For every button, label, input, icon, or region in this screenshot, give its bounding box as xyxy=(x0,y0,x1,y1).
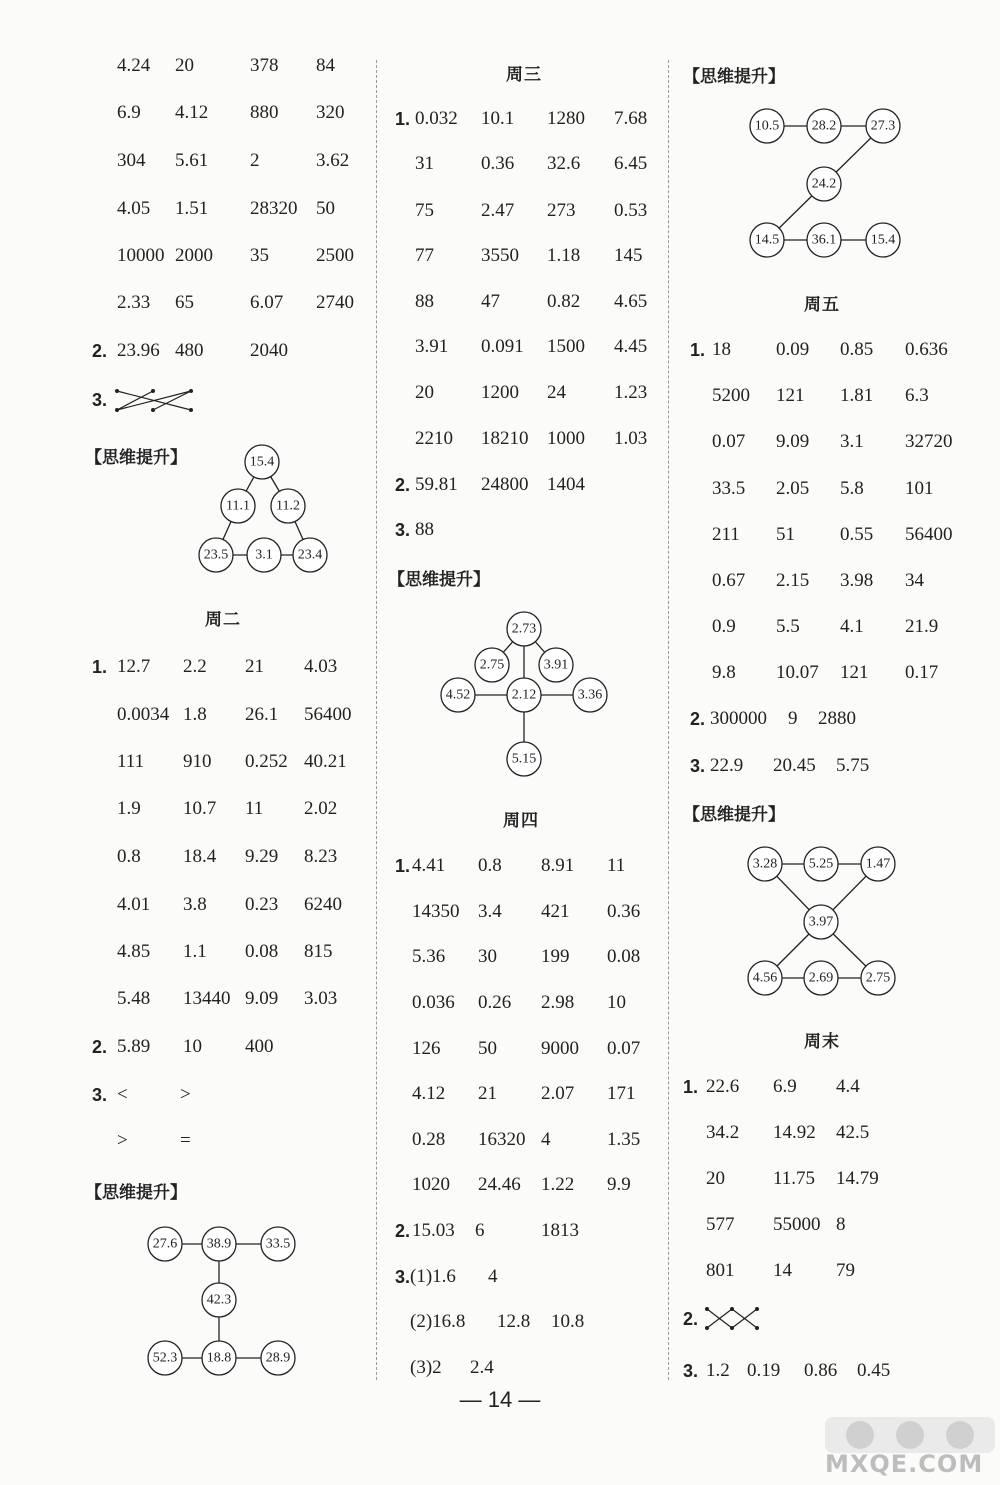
node-value: 27.3 xyxy=(870,118,896,134)
answer-value: 0.86 xyxy=(804,1360,838,1381)
answer-value: 5200 xyxy=(712,385,750,406)
answer-value: 4.45 xyxy=(614,336,648,357)
answer-value: 1.9 xyxy=(117,798,141,819)
answer-value: 1813 xyxy=(541,1220,579,1241)
answer-value: 88 xyxy=(415,291,434,312)
node-value: 15.4 xyxy=(870,232,896,248)
answer-value: 1020 xyxy=(412,1174,450,1195)
h-shaped-diagram xyxy=(140,1225,310,1385)
question-number: 1. xyxy=(395,109,411,129)
heading-week5: 周五 xyxy=(804,295,840,315)
answer-value: 6.3 xyxy=(905,385,929,406)
answer-value: 11.75 xyxy=(773,1168,816,1189)
matching-lines-icon xyxy=(705,1306,761,1332)
answer-value: 1.81 xyxy=(840,385,874,406)
answer-value: 23.96 xyxy=(117,340,160,361)
answer-value: = xyxy=(180,1130,191,1151)
question-number: 2. xyxy=(92,1037,108,1057)
answer-value: 0.0034 xyxy=(117,704,170,725)
node-value: 11.1 xyxy=(226,498,250,514)
node-value: 23.4 xyxy=(297,547,323,563)
answer-value: 1500 xyxy=(547,336,585,357)
answer-value: 0.09 xyxy=(776,339,810,360)
answer-value: 3550 xyxy=(481,245,519,266)
answer-value: 1.8 xyxy=(183,704,207,725)
page-number: — 14 — xyxy=(459,1387,541,1412)
node-value: 2.73 xyxy=(511,621,537,637)
answer-value: 7.68 xyxy=(614,108,648,129)
answer-value: 32.6 xyxy=(547,153,581,174)
answer-value: 20 xyxy=(706,1168,725,1189)
answer-value: 2.47 xyxy=(481,200,515,221)
node-value: 15.4 xyxy=(249,454,275,470)
answer-value: 56400 xyxy=(905,524,953,545)
answer-value: 0.53 xyxy=(614,200,648,221)
node-value: 2.75 xyxy=(865,970,891,986)
watermark-text: MXQE.COM xyxy=(825,1450,984,1478)
x-shaped-diagram xyxy=(740,843,920,998)
answer-value: 0.636 xyxy=(905,339,948,360)
answer-value: 3.62 xyxy=(316,150,350,171)
question-number: 3. xyxy=(395,520,411,540)
answer-value: 50 xyxy=(478,1038,497,1059)
answer-value: 815 xyxy=(304,941,333,962)
answer-value: 171 xyxy=(607,1083,636,1104)
answer-value: 2.98 xyxy=(541,992,575,1013)
answer-value: 0.8 xyxy=(117,846,141,867)
answer-value: 4 xyxy=(541,1129,551,1150)
answer-value: 4.12 xyxy=(412,1083,446,1104)
answer-value: 12.8 xyxy=(497,1311,531,1332)
answer-value: 10.07 xyxy=(776,662,819,683)
answer-value: 5.89 xyxy=(117,1036,151,1057)
answer-value: 9.09 xyxy=(245,988,279,1009)
answer-value: 0.82 xyxy=(547,291,581,312)
answer-value: 26.1 xyxy=(245,704,279,725)
answer-value: 4.41 xyxy=(412,855,446,876)
answer-value: 9.9 xyxy=(607,1174,631,1195)
answer-value: 2880 xyxy=(818,708,856,729)
question-number: 1. xyxy=(92,657,108,677)
question-number: 3. xyxy=(683,1361,699,1381)
node-value: 2.75 xyxy=(479,657,505,673)
answer-value: 42.5 xyxy=(836,1122,870,1143)
answer-value: 0.45 xyxy=(857,1360,891,1381)
answer-value: 2040 xyxy=(250,340,288,361)
heading-week2: 周二 xyxy=(205,610,241,630)
answer-value: 0.8 xyxy=(478,855,502,876)
answer-value: 5.5 xyxy=(776,616,800,637)
answer-value: 3.03 xyxy=(304,988,338,1009)
section-thinking-upgrade: 【思维提升】 xyxy=(388,570,490,590)
question-number: 2. xyxy=(395,475,411,495)
answer-value: 9 xyxy=(788,708,798,729)
answer-value: 5.8 xyxy=(840,478,864,499)
node-value: 3.36 xyxy=(577,687,603,703)
answer-value: 84 xyxy=(316,55,335,76)
answer-value: 111 xyxy=(117,751,145,772)
answer-value: 4.4 xyxy=(836,1076,860,1097)
answer-value: 11 xyxy=(607,855,626,876)
question-number: 1. xyxy=(395,856,411,876)
answer-value: 1.18 xyxy=(547,245,581,266)
answer-value: 320 xyxy=(316,102,345,123)
answer-value: 4.05 xyxy=(117,198,151,219)
node-value: 52.3 xyxy=(152,1350,178,1366)
answer-value: 2.2 xyxy=(183,656,207,677)
answer-value: 0.07 xyxy=(607,1038,641,1059)
section-thinking-upgrade: 【思维提升】 xyxy=(85,1183,187,1203)
answer-value: 0.19 xyxy=(747,1360,781,1381)
answer-value: 0.07 xyxy=(712,431,746,452)
answer-value: 4.12 xyxy=(175,102,209,123)
node-value: 5.25 xyxy=(808,856,834,872)
answer-value: 9000 xyxy=(541,1038,579,1059)
answer-value: 14.79 xyxy=(836,1168,879,1189)
answer-value: 22.9 xyxy=(710,755,744,776)
answer-value: 15.03 xyxy=(412,1220,455,1241)
question-number: 3. xyxy=(690,756,706,776)
answer-value: 0.26 xyxy=(478,992,512,1013)
section-thinking-upgrade: 【思维提升】 xyxy=(683,805,785,825)
heading-week4: 周四 xyxy=(503,811,539,831)
answer-value: 3.91 xyxy=(415,336,449,357)
answer-value: 77 xyxy=(415,245,434,266)
answer-value: 21 xyxy=(245,656,264,677)
answer-value: 2.4 xyxy=(470,1357,494,1378)
answer-value: 8 xyxy=(836,1214,846,1235)
node-value: 33.5 xyxy=(265,1236,291,1252)
answer-value: 8.91 xyxy=(541,855,575,876)
answer-value: 75 xyxy=(415,200,434,221)
answer-value: 5.36 xyxy=(412,946,446,967)
answer-value: 2000 xyxy=(175,245,213,266)
answer-value: 211 xyxy=(712,524,740,545)
answer-value: 10000 xyxy=(117,245,165,266)
answer-value: 6.9 xyxy=(117,102,141,123)
answer-value: 880 xyxy=(250,102,279,123)
answer-value: 0.17 xyxy=(905,662,939,683)
answer-value: 16320 xyxy=(478,1129,526,1150)
answer-value: 5.48 xyxy=(117,988,151,1009)
heading-weekend: 周末 xyxy=(804,1032,840,1052)
answer-value: 56400 xyxy=(304,704,352,725)
answer-value: 6240 xyxy=(304,894,342,915)
answer-value: 3.98 xyxy=(840,570,874,591)
answer-value: 4.24 xyxy=(117,55,151,76)
section-thinking-upgrade: 【思维提升】 xyxy=(683,67,785,87)
answer-value: 18 xyxy=(712,339,731,360)
node-value: 28.9 xyxy=(265,1350,291,1366)
node-value: 3.91 xyxy=(543,657,569,673)
answer-value: 14350 xyxy=(412,901,460,922)
answer-value: 5.61 xyxy=(175,150,209,171)
answer-value: 121 xyxy=(840,662,869,683)
answer-value: 2.02 xyxy=(304,798,338,819)
node-value: 2.12 xyxy=(511,687,537,703)
answer-value: 9.29 xyxy=(245,846,279,867)
answer-value: 34 xyxy=(905,570,924,591)
answer-value: 421 xyxy=(541,901,570,922)
answer-value: 101 xyxy=(905,478,934,499)
answer-value: 0.85 xyxy=(840,339,874,360)
answer-value: 14.92 xyxy=(773,1122,816,1143)
answer-value: 1000 xyxy=(547,428,585,449)
answer-value: 50 xyxy=(316,198,335,219)
answer-value: 2 xyxy=(250,150,260,171)
answer-value: 32720 xyxy=(905,431,953,452)
node-value: 4.52 xyxy=(445,687,471,703)
answer-value: 6.07 xyxy=(250,292,284,313)
question-number: 2. xyxy=(690,709,706,729)
answer-value: 2.07 xyxy=(541,1083,575,1104)
answer-value: 4.1 xyxy=(840,616,864,637)
answer-value: 0.36 xyxy=(481,153,515,174)
answer-value: 21.9 xyxy=(905,616,939,637)
answer-value: 400 xyxy=(245,1036,274,1057)
node-value: 2.69 xyxy=(808,970,834,986)
answer-value: 24.46 xyxy=(478,1174,521,1195)
answer-value: 22.6 xyxy=(706,1076,740,1097)
node-value: 14.5 xyxy=(754,232,780,248)
question-number: 2. xyxy=(395,1221,411,1241)
answer-value: 10 xyxy=(183,1036,202,1057)
answer-value: 1.2 xyxy=(706,1360,730,1381)
answer-value: 0.091 xyxy=(481,336,524,357)
answer-value: 6 xyxy=(475,1220,485,1241)
answer-value: 33.5 xyxy=(712,478,746,499)
answer-value: 18.4 xyxy=(183,846,217,867)
answer-value: 40.21 xyxy=(304,751,347,772)
answer-value: 28320 xyxy=(250,198,298,219)
answer-value: 300000 xyxy=(710,708,767,729)
answer-value: 1.35 xyxy=(607,1129,641,1150)
answer-value: 10.1 xyxy=(481,108,515,129)
answer-value: 910 xyxy=(183,751,212,772)
answer-value: 3.8 xyxy=(183,894,207,915)
answer-value: 1.51 xyxy=(175,198,209,219)
answer-value: 0.08 xyxy=(245,941,279,962)
answer-value: 0.08 xyxy=(607,946,641,967)
answer-value: 480 xyxy=(175,340,204,361)
answer-value: 20 xyxy=(175,55,194,76)
answer-value: 8.23 xyxy=(304,846,338,867)
z-shaped-diagram xyxy=(740,105,920,260)
answer-value: 1.03 xyxy=(614,428,648,449)
answer-value: 304 xyxy=(117,150,146,171)
answer-value: 21 xyxy=(478,1083,497,1104)
matching-lines-icon xyxy=(115,388,195,414)
answer-value: 34.2 xyxy=(706,1122,740,1143)
answer-value: 801 xyxy=(706,1260,735,1281)
question-number: 3. xyxy=(92,1085,108,1105)
column-divider-right xyxy=(668,60,669,1380)
answer-value: 0.23 xyxy=(245,894,279,915)
answer-value: (3)2 xyxy=(410,1357,442,1378)
heading-week3: 周三 xyxy=(506,65,542,85)
node-value: 3.1 xyxy=(255,547,273,563)
node-value: 3.28 xyxy=(752,856,778,872)
answer-value: 126 xyxy=(412,1038,441,1059)
node-value: 1.47 xyxy=(865,856,891,872)
answer-value: 3.4 xyxy=(478,901,502,922)
answer-value: > xyxy=(180,1084,191,1105)
answer-value: (1)1.6 xyxy=(410,1266,456,1287)
answer-value: 0.28 xyxy=(412,1129,446,1150)
answer-value: 1.22 xyxy=(541,1174,575,1195)
answer-value: 1.1 xyxy=(183,941,207,962)
answer-value: 0.9 xyxy=(712,616,736,637)
answer-value: 6.9 xyxy=(773,1076,797,1097)
node-value: 3.97 xyxy=(808,914,834,930)
question-number: 2. xyxy=(683,1309,699,1329)
answer-value: 2210 xyxy=(415,428,453,449)
question-number: 3. xyxy=(92,390,108,410)
answer-value: 1200 xyxy=(481,382,519,403)
answer-value: 273 xyxy=(547,200,576,221)
answer-value: 577 xyxy=(706,1214,735,1235)
answer-value: 4 xyxy=(488,1266,498,1287)
answer-value: 2.15 xyxy=(776,570,810,591)
node-value: 4.56 xyxy=(752,970,778,986)
answer-value: 4.03 xyxy=(304,656,338,677)
answer-value: 4.65 xyxy=(614,291,648,312)
answer-value: 65 xyxy=(175,292,194,313)
answer-value: 2.33 xyxy=(117,292,151,313)
answer-value: 2.05 xyxy=(776,478,810,499)
node-value: 36.1 xyxy=(811,232,837,248)
node-value: 10.5 xyxy=(754,118,780,134)
column-divider-left xyxy=(376,60,377,1380)
answer-value: 378 xyxy=(250,55,279,76)
answer-value: 11 xyxy=(245,798,264,819)
cross-diagram xyxy=(430,605,615,780)
answer-value: 6.45 xyxy=(614,153,648,174)
answer-value: 55000 xyxy=(773,1214,821,1235)
answer-value: 0.036 xyxy=(412,992,455,1013)
node-value: 24.2 xyxy=(811,176,837,192)
answer-value: 0.252 xyxy=(245,751,288,772)
triangle-diagram xyxy=(180,440,350,580)
answer-value: < xyxy=(117,1084,128,1105)
answer-value: 0.67 xyxy=(712,570,746,591)
answer-value: 4.85 xyxy=(117,941,151,962)
answer-value: 5.75 xyxy=(836,755,870,776)
answer-value: 1404 xyxy=(547,474,585,495)
section-thinking-upgrade: 【思维提升】 xyxy=(85,448,187,468)
answer-value: 10 xyxy=(607,992,626,1013)
answer-value: 14 xyxy=(773,1260,792,1281)
answer-value: 121 xyxy=(776,385,805,406)
answer-value: 59.81 xyxy=(415,474,458,495)
answer-value: 1280 xyxy=(547,108,585,129)
answer-value: 10.8 xyxy=(551,1311,585,1332)
answer-value: (2)16.8 xyxy=(410,1311,466,1332)
answer-value: 18210 xyxy=(481,428,529,449)
question-number: 3. xyxy=(395,1267,411,1287)
node-value: 42.3 xyxy=(206,1292,232,1308)
node-value: 23.5 xyxy=(203,547,229,563)
answer-value: 10.7 xyxy=(183,798,217,819)
answer-value: 9.8 xyxy=(712,662,736,683)
answer-value: 1.23 xyxy=(614,382,648,403)
node-value: 38.9 xyxy=(206,1236,232,1252)
answer-value: 2500 xyxy=(316,245,354,266)
answer-value: 35 xyxy=(250,245,269,266)
question-number: 2. xyxy=(92,341,108,361)
answer-value: 20 xyxy=(415,382,434,403)
answer-value: 20.45 xyxy=(773,755,816,776)
answer-value: 79 xyxy=(836,1260,855,1281)
answer-value: 199 xyxy=(541,946,570,967)
question-number: 1. xyxy=(690,340,706,360)
answer-value: 24800 xyxy=(481,474,529,495)
answer-value: 4.01 xyxy=(117,894,151,915)
answer-value: 30 xyxy=(478,946,497,967)
answer-value: 51 xyxy=(776,524,795,545)
answer-value: > xyxy=(117,1130,128,1151)
answer-value: 0.55 xyxy=(840,524,874,545)
node-value: 27.6 xyxy=(152,1236,178,1252)
node-value: 18.8 xyxy=(206,1350,232,1366)
answer-value: 0.032 xyxy=(415,108,458,129)
answer-value: 145 xyxy=(614,245,643,266)
answer-value: 9.09 xyxy=(776,431,810,452)
node-value: 28.2 xyxy=(811,118,837,134)
answer-value: 24 xyxy=(547,382,566,403)
node-value: 11.2 xyxy=(276,498,300,514)
answer-value: 0.36 xyxy=(607,901,641,922)
answer-value: 47 xyxy=(481,291,500,312)
node-value: 5.15 xyxy=(511,751,537,767)
answer-value: 31 xyxy=(415,153,434,174)
answer-value: 13440 xyxy=(183,988,231,1009)
question-number: 1. xyxy=(683,1077,699,1097)
answer-value: 12.7 xyxy=(117,656,151,677)
answer-value: 2740 xyxy=(316,292,354,313)
answer-value: 88 xyxy=(415,519,434,540)
answer-value: 3.1 xyxy=(840,431,864,452)
